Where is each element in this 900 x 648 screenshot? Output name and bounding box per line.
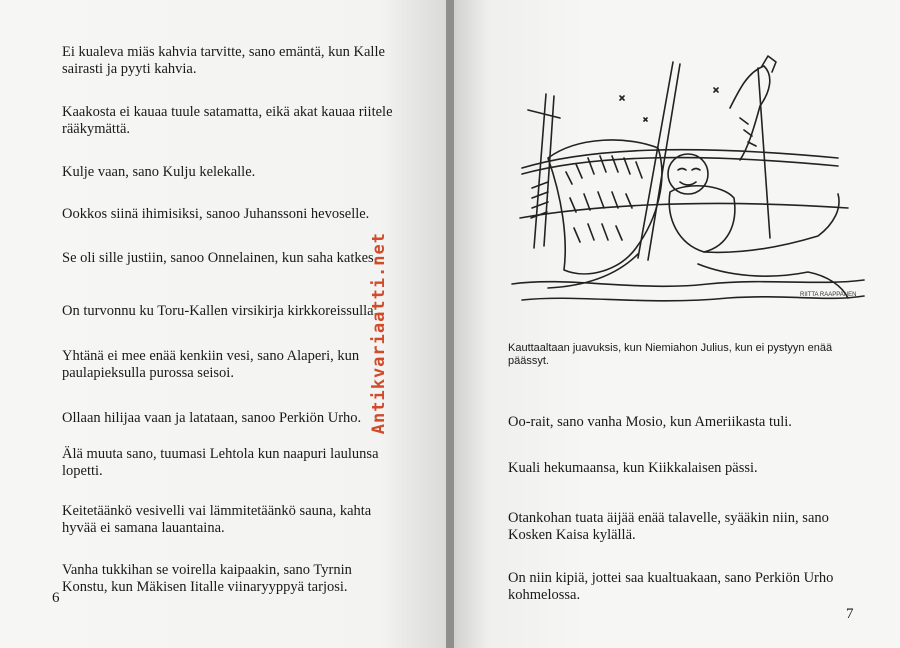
antikvariaatti-stamp: Antikvariaatti.net bbox=[369, 232, 389, 435]
saying: Ollaan hilijaa vaan ja latataan, sanoo Perkiön Urho. bbox=[62, 410, 362, 426]
saying: On niin kipiä, jottei saa kualtuakaan, sano Perkiön Urho kohmelossa. bbox=[508, 570, 834, 603]
saying: Ookkos siinä ihimisiksi, sanoo Juhanssoni hevoselle. bbox=[62, 206, 370, 222]
saying: Kaakosta ei kauaa tuule satamatta, eikä akat kauaa riitele rääkymättä. bbox=[62, 104, 393, 137]
saying: Otankohan tuata äijää enää talavelle, syääkin niin, sano Kosken Kaisa kylällä. bbox=[508, 510, 829, 543]
page-number-right: 7 bbox=[846, 606, 854, 622]
saying: Ei kualeva miäs kahvia tarvitte, sano emäntä, kun Kalle sairasti ja pyyti kahvia. bbox=[62, 44, 385, 77]
illustration-caption: Kauttaaltaan juavuksis, kun Niemiahon Julius, kun ei pystyyn enää päässyt. bbox=[508, 342, 833, 367]
saying: Se oli sille justiin, sanoo Onnelainen, kun saha katkes. bbox=[62, 250, 378, 266]
illustrator-signature: RIITTA RAAPPANEN bbox=[800, 292, 857, 298]
saying: On turvonnu ku Toru-Kallen virsikirja kirkkoreissulla. bbox=[62, 303, 378, 319]
saying: Vanha tukkihan se voirella kaipaakin, sano Tyrnin Konstu, kun Mäkisen Iitalle viinaryyppyä tarjosi. bbox=[62, 562, 352, 595]
page-number-left: 6 bbox=[52, 590, 60, 606]
saying: Keitetäänkö vesivelli vai lämmitetäänkö sauna, kahta hyvää ei samana lauantaina. bbox=[62, 503, 372, 536]
saying: Oo-rait, sano vanha Mosio, kun Ameriikasta tuli. bbox=[508, 414, 792, 430]
saying: Älä muuta sano, tuumasi Lehtola kun naapuri laulunsa lopetti. bbox=[62, 446, 379, 479]
saying: Kulje vaan, sano Kulju kelekalle. bbox=[62, 164, 256, 180]
saying: Kuali hekumaansa, kun Kiikkalaisen pässi. bbox=[508, 460, 758, 476]
book-gutter bbox=[446, 0, 454, 648]
saying: Yhtänä ei mee enää kenkiin vesi, sano Alaperi, kun paulapieksulla purossa seisoi. bbox=[62, 348, 360, 381]
illustration bbox=[508, 48, 868, 316]
